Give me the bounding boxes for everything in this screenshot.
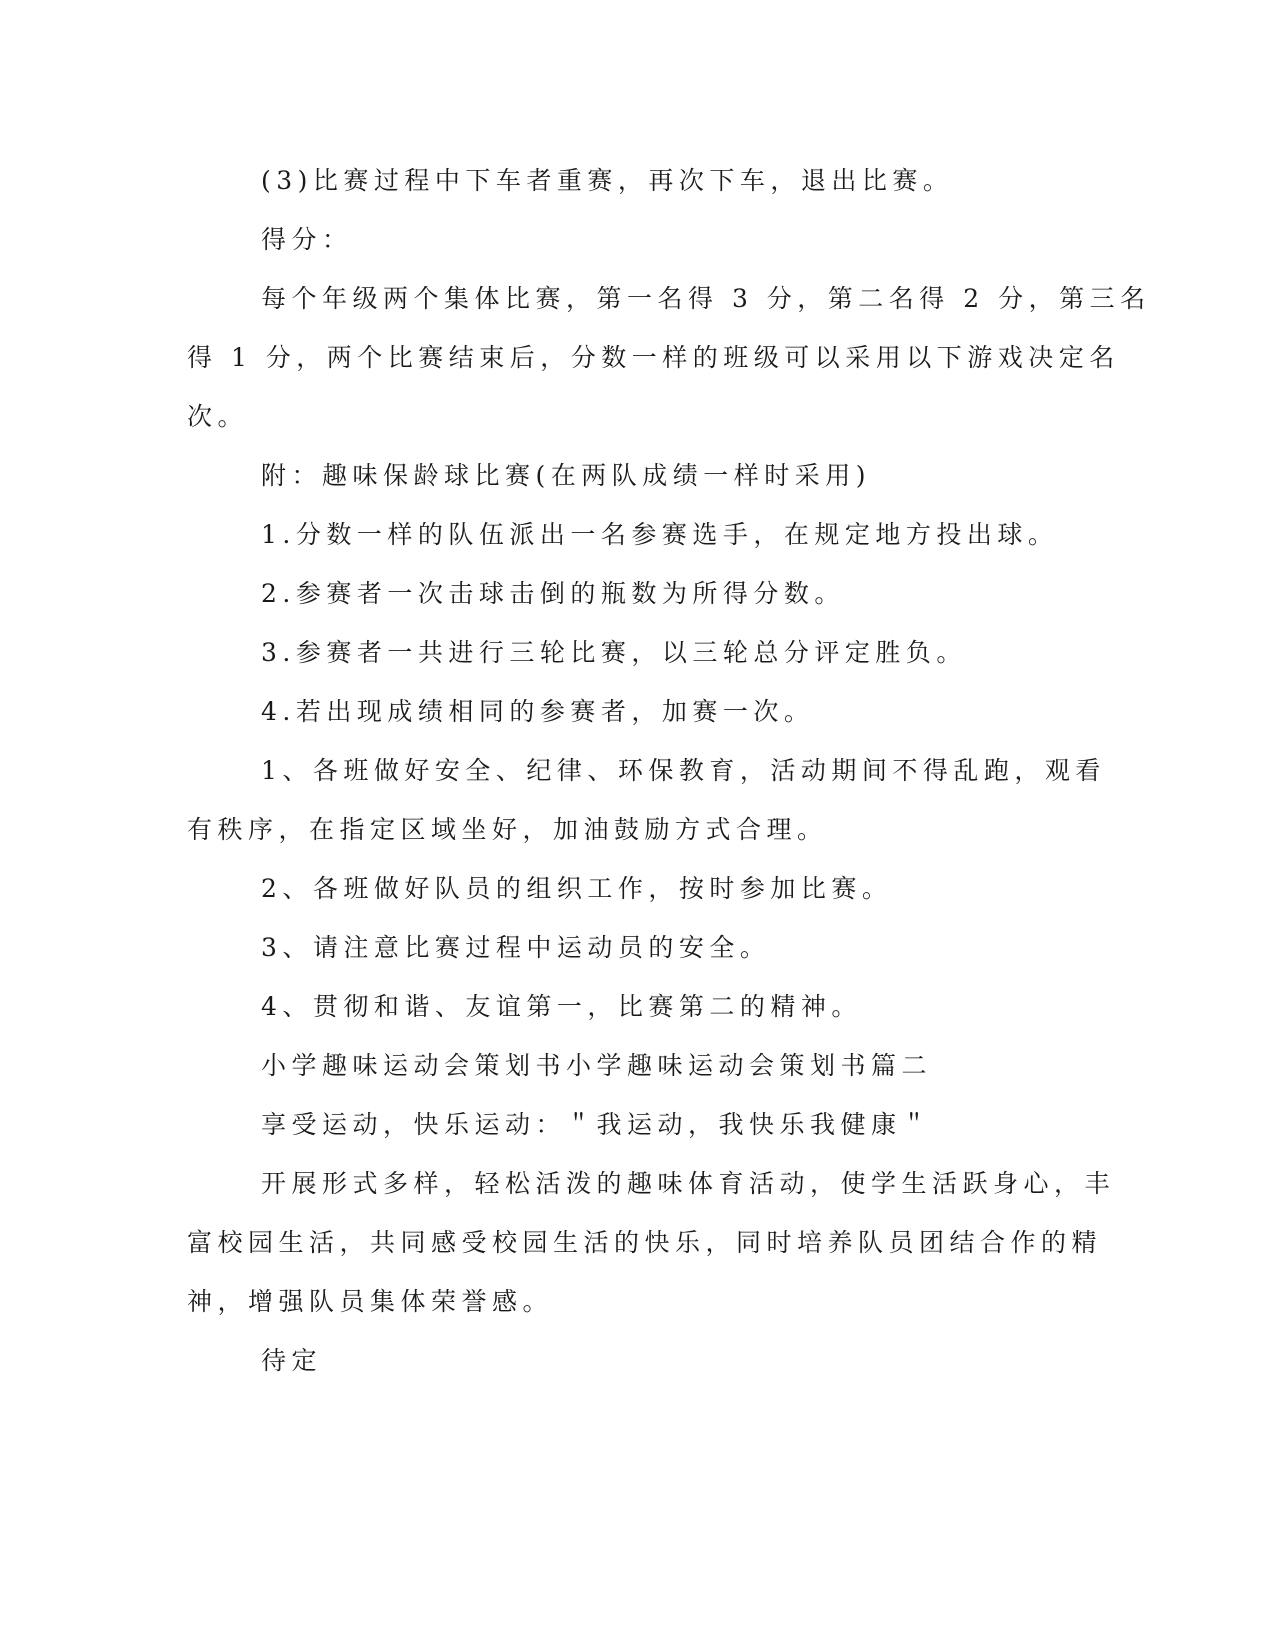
purpose-line-1: 开展形式多样，轻松活泼的趣味体育活动，使学生活跃身心，丰 — [261, 1169, 1116, 1198]
requirement-2: 2、各班做好队员的组织工作，按时参加比赛。 — [261, 874, 893, 903]
paragraph-scoring-line-3: 次。 — [187, 402, 249, 431]
tbd-line: 待定 — [261, 1346, 323, 1375]
section-title-part-2: 小学趣味运动会策划书小学趣味运动会策划书篇二 — [261, 1051, 933, 1080]
bowling-rule-2: 2.参赛者一次击球击倒的瓶数为所得分数。 — [261, 579, 845, 608]
bowling-rule-3: 3.参赛者一共进行三轮比赛，以三轮总分评定胜负。 — [261, 638, 967, 667]
heading-bowling-appendix: 附：趣味保龄球比赛(在两队成绩一样时采用) — [261, 461, 872, 490]
heading-scoring: 得分： — [261, 225, 353, 254]
purpose-line-3: 神，增强队员集体荣誉感。 — [187, 1287, 554, 1316]
requirement-1-line-2: 有秩序，在指定区域坐好，加油鼓励方式合理。 — [187, 815, 828, 844]
paragraph-scoring-line-2: 得 1 分，两个比赛结束后，分数一样的班级可以采用以下游戏决定名 — [187, 343, 1120, 372]
bowling-rule-4: 4.若出现成绩相同的参赛者，加赛一次。 — [261, 697, 815, 726]
theme-line: 享受运动，快乐运动：＂我运动，我快乐我健康＂ — [261, 1110, 933, 1139]
paragraph-rule-3: (3)比赛过程中下车者重赛，再次下车，退出比赛。 — [261, 166, 954, 195]
purpose-line-2: 富校园生活，共同感受校园生活的快乐，同时培养队员团结合作的精 — [187, 1228, 1103, 1257]
requirement-1-line-1: 1、各班做好安全、纪律、环保教育，活动期间不得乱跑，观看 — [261, 756, 1106, 785]
requirement-4: 4、贯彻和谐、友谊第一，比赛第二的精神。 — [261, 992, 862, 1021]
requirement-3: 3、请注意比赛过程中运动员的安全。 — [261, 933, 771, 962]
paragraph-scoring-line-1: 每个年级两个集体比赛，第一名得 3 分，第二名得 2 分，第三名 — [261, 284, 1151, 313]
bowling-rule-1: 1.分数一样的队伍派出一名参赛选手，在规定地方投出球。 — [261, 520, 1059, 549]
